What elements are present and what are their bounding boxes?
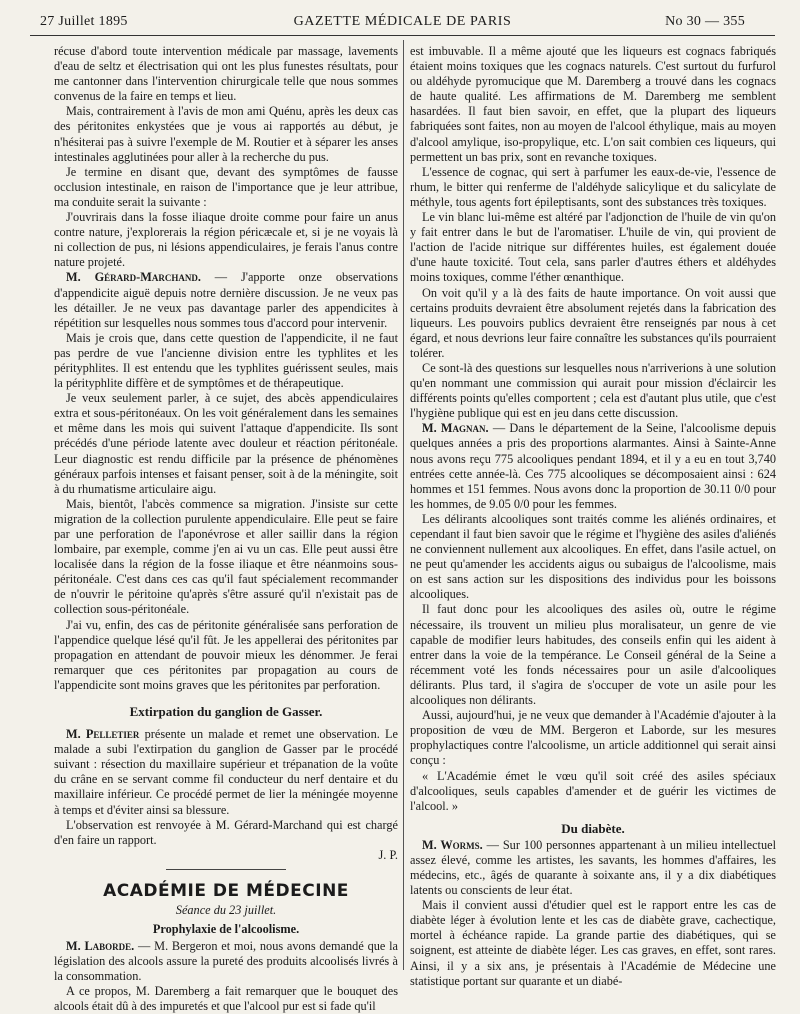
paragraph: « L'Académie émet le vœu qu'il soit créé des asiles spéciaux d'alcooliques, seuls capables d'amender et de guérir les victimes de l'alcool. » — [410, 768, 776, 813]
paragraph: L'observation est renvoyée à M. Gérard-Marchand qui est chargé d'en faire un rapport. — [54, 817, 398, 847]
paragraph-text: présente un malade et remet une observation. Le malade a subi l'extirpation du ganglion de Gasser par le procédé suivant : résection du maxillaire supérieur et trépanation de la voûte du crâne en se servant comme fil conducteur du nerf dentaire et du maxillaire inférieur. Ce procédé permet de lier la méningée moyenne à temps et d'éviter ainsi sa blessure. — [54, 727, 398, 817]
seance-date: Séance du 23 juillet. — [175, 902, 277, 917]
paragraph: Il faut donc pour les alcooliques des asiles où, outre le régime nécessaire, ils trouvent un milieu plus moralisateur, un genre de vie capable de modifier leurs habitudes, des conseils enfin qui les aident à entrer dans la voie de la tempérance. Le Conseil général de la Seine a récemment voté les fonds nécessaires pour un asile d'alcooliques délirants. Plus tard, il s'agira de s'occuper de vote un asile pour les alcooliques non délirants. — [410, 602, 776, 708]
paragraph: Je veux seulement parler, à ce sujet, des abcès appendiculaires extra et sous-péritonéaux. On les voit généralement dans les semaines et même dans les mois qui suivent l'attaque d'appendicite. Ils sont précédés d'une période latente avec douleur et réaction péritonéale. Leur diagnostic est rendu difficile par la présence de phénomènes généraux parfois intenses et faisant penser, soit à de la méningite, soit à du rhumatisme articulaire aigu. — [54, 391, 398, 496]
paragraph: Mais, bientôt, l'abcès commence sa migration. J'insiste sur cette migration de la collection purulente appendiculaire. Elle peut se faire par une perforation de l'aponévrose et aller saillir dans la région lombaire, par exemple, comme j'en ai vu un cas. Elle peut aussi être localisée dans la région de la fosse iliaque et être néanmoins sous-péritonéale. C'est dans ces cas qu'il faut spécialement recommander de n'ouvrir le péritoine qu'après s'être assuré qu'il n'existait pas de collection sous-péritonéale. — [54, 496, 398, 617]
paragraph-text: — Sur 100 personnes appartenant à un milieu intellectuel assez élevé, comme les artistes, les savants, les hommes d'affaires, les médecins, etc., âgés de quarante à soixante ans, il y a dix diabétiques latents ou conscients de leur état. — [410, 837, 776, 898]
speaker-name: M. Laborde. — [66, 938, 135, 953]
section-heading: Du diabète. — [561, 820, 625, 836]
section-heading: Prophylaxie de l'alcoolisme. — [152, 921, 300, 936]
paragraph: Mais je crois que, dans cette question de l'appendicite, il ne faut pas perdre de vue l'ancienne division entre les typhlites et les pérityphlites. Il est entendu que les typhlites guérissent seules, mais la pérityphlite diffère et de symptômes et de thérapeutique. — [54, 330, 398, 391]
speaker-name: M. Pelletier — [66, 727, 140, 742]
paragraph — [410, 838, 776, 898]
section-separator — [166, 869, 286, 870]
section-heading: Extirpation du ganglion de Gasser. — [129, 704, 323, 720]
signature: J. P. — [378, 847, 398, 862]
right-column — [410, 44, 776, 989]
academie-title: ACADÉMIE DE MÉDECINE — [103, 880, 349, 901]
paragraph: L'essence de cognac, qui sert à parfumer les eaux-de-vie, l'essence de rhum, le bitter qui renferme de l'aldéhyde salicylique et du salicylate de méthyle, tous agents fort épileptisants, sont des substances très toxiques. — [410, 164, 776, 209]
paragraph-text: — M. Bergeron et moi, nous avons demandé que la législation des alcools assure la pureté des produits alcoolisés livrés à la consommation. — [54, 938, 398, 984]
paragraph: Je termine en disant que, devant des symptômes de fausse occlusion intestinale, en raison de l'importance que je leur attribue, ma conduite serait la suivante : — [54, 164, 398, 209]
paragraph-text: — J'apporte onze observations d'appendicite aiguë depuis notre dernière discussion. Je ne veux pas les détailler. Je ne veux pas davantage parler des appendicites à répétition sur lesquelles nous sommes tous d'accord pour intervenir. — [54, 270, 398, 330]
spacer — [54, 693, 398, 703]
column-rule — [403, 40, 404, 970]
paragraph: A ce propos, M. Daremberg a fait remarquer que le bouquet des alcools était dû à des impuretés et que l'alcool pur est si fade qu'il — [54, 984, 398, 1014]
paragraph — [410, 421, 776, 512]
journal-title: GAZETTE MÉDICALE DE PARIS — [293, 14, 512, 29]
header-issue-page: No 30 — 355 — [665, 14, 745, 29]
paragraph: Ce sont-là des questions sur lesquelles nous n'arriverions à une solution qu'en nommant une commission qui aurait pour mission d'éclaircir les différents points qu'elles comportent ; cela est d'autant plus utile, que c'est l'hygiène publique qui est en jeu dans cette discussion. — [410, 360, 776, 421]
header-date: 27 Juillet 1895 — [40, 14, 128, 29]
paragraph: Mais, contrairement à l'avis de mon ami Quénu, après les deux cas des péritonites enkystées que je vous ai rapportés au début, je n'hésiterai pas à suivre l'exemple de M. Routier et à séparer les anses intestinales agglutinées pour aller à la recherche du pus. — [54, 104, 398, 164]
paragraph — [54, 727, 398, 818]
page-header — [30, 14, 775, 36]
speaker-name: M. Magnan. — [422, 421, 489, 436]
header-rule — [30, 35, 775, 36]
paragraph: Le vin blanc lui-même est altéré par l'adjonction de l'huile de vin qu'on y fait entrer dans le but de l'aromatiser. L'huile de vin, qui provient de l'action de l'acide nitrique sur différentes huiles, est également douée d'une haute toxicité. Tout cela, sans parler d'autres éthers et aldéhydes moins toxiques, comme l'éther œnanthique. — [410, 210, 776, 285]
speaker-name: M. Gérard-Marchand. — [66, 270, 201, 285]
paragraph: Les délirants alcooliques sont traités comme les aliénés ordinaires, et cependant il faut bien savoir que le régime et l'hygiène des asiles d'aliénés ne conviennent nullement aux alcooliques. En effet, dans l'asile actuel, on ne peut qu'amender les accidents aigus ou subaigus de l'alcoolisme, mais on est sans action sur les dispositions des individus pour les boissons alcooliques. — [410, 511, 776, 602]
paragraph-text: — Dans le département de la Seine, l'alcoolisme depuis quelques années a pris des proportions alarmantes. Ainsi à Sainte-Anne nous avons reçu 775 alcooliques pendant 1894, et il y a eu en tout 3,740 entrées cette année-là. Ces 775 alcooliques se décomposaient ainsi : 624 hommes et 151 femmes. Nous avons donc la proportion de 30.11 0/0 pour les hommes, de 9.05 0/0 pour les femmes. — [410, 421, 777, 511]
paragraph: est imbuvable. Il a même ajouté que les liqueurs est cognacs fabriqués étaient moins toxiques que les cognacs naturels. C'est surtout du furfurol ou aldéhyde pyromucique que M. Daremberg a trouvé dans les cognacs de haute qualité. Les affirmations de M. Daremberg me semblent hasardées. Il faut bien savoir, en effet, que la plupart des liqueurs fabriquées sont faites, non au moyen de l'alcool éthylique, mais au moyen d'alcool amylique, iso-propylique, etc. L'on sait combien ces liqueurs, qui permettent un bas prix, sont en revanche toxiques. — [410, 44, 776, 164]
paragraph: Mais il convient aussi d'étudier quel est le rapport entre les cas de diabète léger à évolution lente et les cas de diabète grave, cachectique, mortel à échéance rapide. La grande partie des diabétiques, qui se soignent, est atteinte de diabète léger. Les cas graves, en effet, sont rares. Ainsi, il y a six ans, je présentais à l'Académie de Médecine une statistique portant sur quarante et un diabé- — [410, 898, 776, 988]
paragraph — [54, 939, 398, 984]
paragraph: récuse d'abord toute intervention médicale par massage, lavements d'eau de seltz et électrisation qui ont les plus funestes résultats, pour me cantonner dans l'intervention chirurgicale telle que nous sommes convenus de la faire en temps et lieu. — [54, 44, 398, 104]
paragraph: Aussi, aujourd'hui, je ne veux que demander à l'Académie d'ajouter à la proposition de vœu de MM. Bergeron et Laborde, sur les mesures prophylactiques contre l'alcoolisme, un article additionnel qui serait ainsi conçu : — [410, 708, 776, 768]
speaker-name: M. Worms. — [422, 837, 483, 852]
left-column — [54, 44, 398, 1014]
paragraph: J'ouvrirais dans la fosse iliaque droite comme pour faire un anus contre nature, j'explorerais la région péricæcale et, si je ne voyais là ni collection de pus, ni lésions appendiculaires, je ferais l'anus contre nature projeté. — [54, 210, 398, 270]
paragraph: On voit qu'il y a là des faits de haute importance. On voit aussi que certains produits devraient être absolument rejetés dans la fabrication des liqueurs. Les pouvoirs publics devraient être renseignés par nous à cet égard, et nous devrions leur faire connaître les substances qu'ils pourraient tolérer. — [410, 285, 776, 360]
paragraph — [54, 270, 398, 330]
paragraph: J'ai vu, enfin, des cas de péritonite généralisée sans perforation de l'appendice quelque lésé qu'il fût. Je les appellerai des péritonites par propagation en attendant de pouvoir mieux les dénommer. Je ferai remarquer que ces péritonites par propagation au cours de l'appendicite sont moins graves que les péritonites par perforation. — [54, 617, 398, 692]
